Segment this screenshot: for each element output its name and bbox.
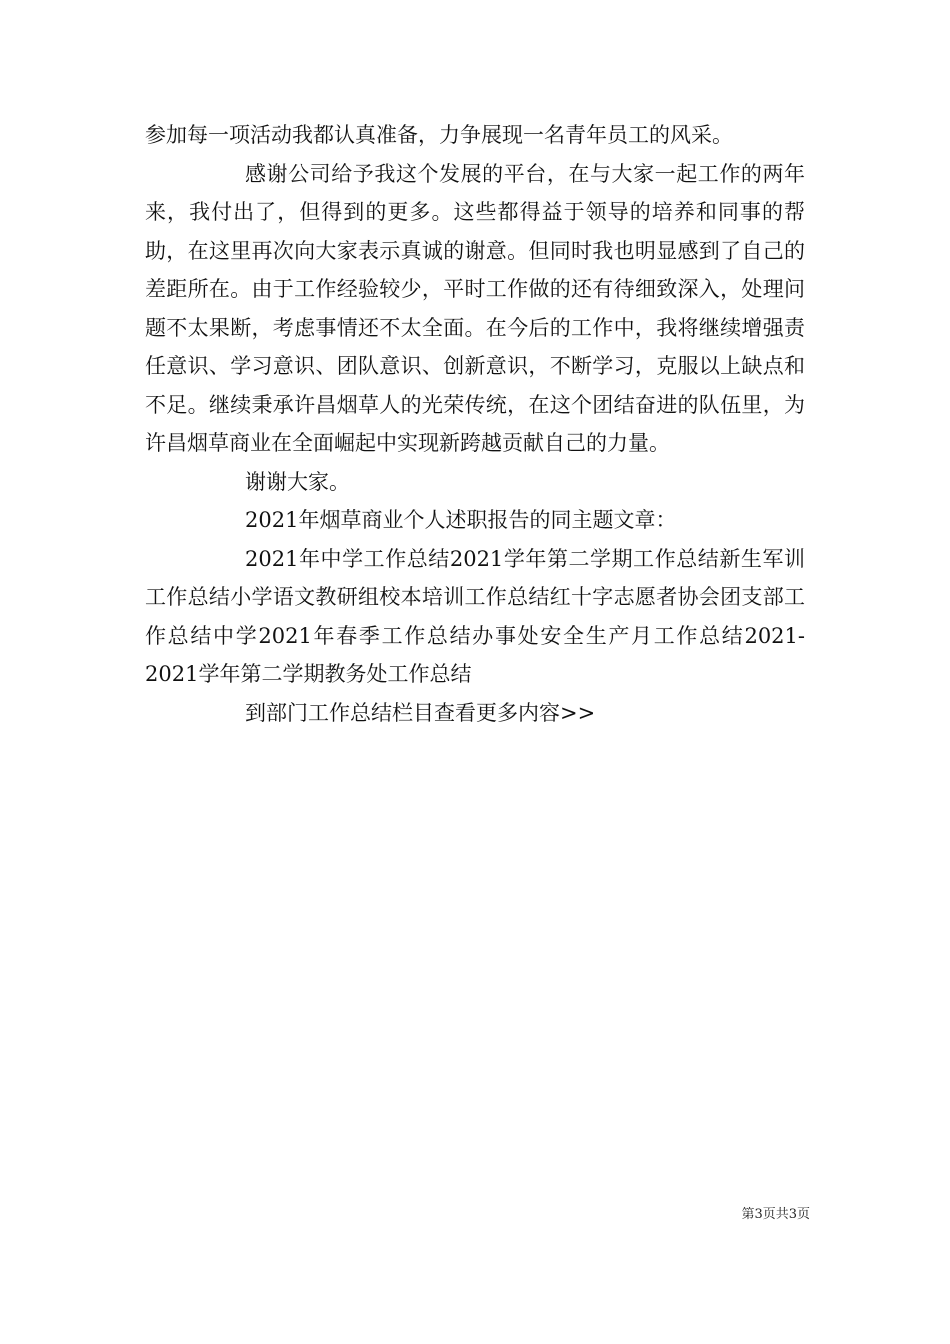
related-articles-heading: 2021年烟草商业个人述职报告的同主题文章：	[245, 508, 677, 532]
page-number: 第3页共3页	[741, 1207, 810, 1222]
more-content-link[interactable]: 到部门工作总结栏目查看更多内容>>	[245, 700, 596, 725]
document-body	[145, 116, 805, 732]
paragraph-continuation: 参加每一项活动我都认真准备，力争展现一名青年员工的风采。	[145, 123, 733, 147]
paragraph-thanks: 感谢公司给予我这个发展的平台，在与大家一起工作的两年来，我付出了，但得到的更多。这些都得益于领导的培养和同事的帮助，在这里再次向大家表示真诚的谢意。但同时我也明显感到了自己的差距所在。由于工作经验较少，平时工作做的还有待细致深入，处理问题不太果断，考虑事情还不太全面。在今后的工作中，我将继续增强责任意识、学习意识、团队意识、创新意识，不断学习，克服以上缺点和不足。继续秉承许昌烟草人的光荣传统，在这个团结奋进的队伍里，为许昌烟草商业在全面崛起中实现新跨越贡献自己的力量。	[145, 161, 805, 455]
related-articles-list[interactable]: 2021年中学工作总结2021学年第二学期工作总结新生军训工作总结小学语文教研组校本培训工作总结红十字志愿者协会团支部工作总结中学2021年春季工作总结办事处安全生产月工作总结2021-2021学年第二学期教务处工作总结	[145, 546, 805, 686]
paragraph-closing: 谢谢大家。	[245, 469, 350, 494]
